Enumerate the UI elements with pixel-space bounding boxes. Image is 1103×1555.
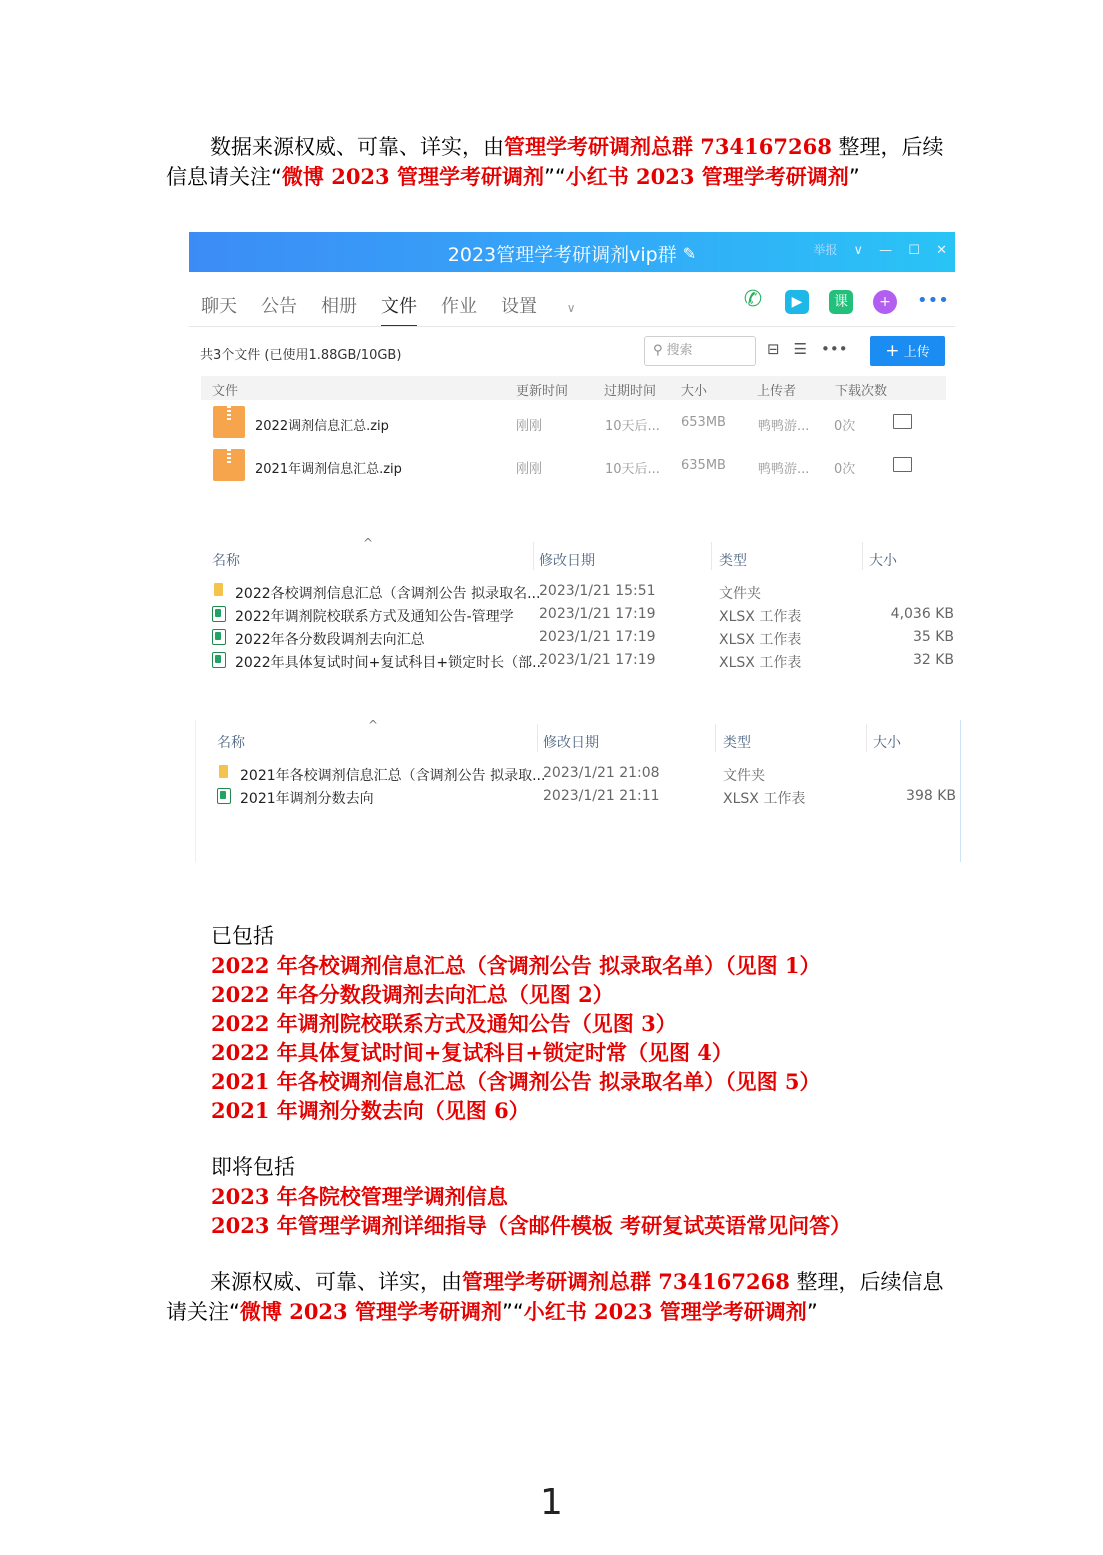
- qq-file-table: [201, 376, 946, 486]
- tab-announcement[interactable]: 公告: [261, 296, 297, 317]
- col-size[interactable]: 大小: [873, 735, 901, 751]
- maximize-button[interactable]: ☐: [908, 243, 920, 258]
- item-date: 2023/1/21 17:19: [539, 652, 656, 668]
- col-modified[interactable]: 修改日期: [539, 553, 595, 569]
- intro-text: 整理，后续: [831, 135, 944, 159]
- chevron-down-icon[interactable]: ∨: [853, 243, 864, 258]
- item-type: 文件夹: [723, 768, 765, 784]
- inbox-icon[interactable]: ⊟: [767, 340, 780, 358]
- weibo-highlight: 微博 2023 管理学考研调剂: [239, 1299, 502, 1324]
- xlsx-icon: [217, 788, 231, 804]
- item-size: 35 KB: [912, 629, 954, 645]
- item-size: 4,036 KB: [890, 606, 954, 622]
- item-name: 2022各校调剂信息汇总（含调剂公告 拟录取名...: [235, 586, 541, 602]
- col-updated[interactable]: 更新时间: [516, 384, 569, 399]
- window-titlebar: [189, 232, 955, 272]
- list-item: 2023 年各院校管理学调剂信息: [211, 1184, 508, 1209]
- search-icon: ⚲: [653, 343, 663, 358]
- tab-divider: [189, 326, 955, 327]
- col-size[interactable]: 大小: [681, 384, 708, 399]
- folder-icon: [219, 765, 228, 778]
- tab-album[interactable]: 相册: [321, 296, 357, 317]
- item-type: XLSX 工作表: [723, 791, 806, 807]
- section-heading: 即将包括: [211, 1155, 295, 1179]
- list-item: 2022 年调剂院校联系方式及通知公告（见图 3）: [211, 1011, 677, 1036]
- group-name-highlight: 管理学考研调剂总群 734167268: [462, 1269, 790, 1294]
- item-type: 文件夹: [719, 586, 761, 602]
- folder-icon[interactable]: [893, 457, 912, 472]
- column-divider[interactable]: [537, 724, 538, 752]
- item-type: XLSX 工作表: [719, 655, 802, 671]
- xiaohongshu-highlight: 小红书 2023 管理学考研调剂: [523, 1299, 807, 1324]
- item-date: 2023/1/21 21:11: [543, 788, 660, 804]
- upcoming-section: [211, 1153, 851, 1240]
- list-item[interactable]: [211, 652, 971, 674]
- file-uploader: 鸭鸭游...: [758, 419, 810, 434]
- list-item[interactable]: [211, 583, 971, 605]
- item-date: 2023/1/21 21:08: [543, 765, 660, 781]
- list-item[interactable]: [211, 606, 971, 628]
- list-item[interactable]: [211, 629, 971, 651]
- column-divider[interactable]: [862, 542, 863, 570]
- search-input[interactable]: ⚲ 搜索: [644, 336, 756, 366]
- file-updated: 刚刚: [516, 462, 543, 477]
- list-item: 2022 年各校调剂信息汇总（含调剂公告 拟录取名单）（见图 1）: [211, 953, 821, 978]
- tab-files[interactable]: 文件: [381, 292, 417, 327]
- tab-homework[interactable]: 作业: [441, 296, 477, 317]
- file-expires: 10天后...: [605, 419, 660, 434]
- list-item: 2021 年调剂分数去向（见图 6）: [211, 1098, 530, 1123]
- file-name[interactable]: 2021年调剂信息汇总.zip: [255, 462, 402, 477]
- item-date: 2023/1/21 17:19: [539, 629, 656, 645]
- edit-icon[interactable]: ✎: [682, 244, 697, 263]
- table-row[interactable]: [201, 400, 946, 443]
- xlsx-icon: [212, 652, 226, 668]
- sort-ascending-icon: ^: [368, 718, 379, 732]
- sort-ascending-icon: ^: [363, 536, 374, 550]
- col-type[interactable]: 类型: [719, 553, 747, 569]
- column-divider[interactable]: [533, 542, 534, 570]
- item-type: XLSX 工作表: [719, 609, 802, 625]
- page-number: 1: [540, 1482, 563, 1523]
- group-name-highlight: 管理学考研调剂总群 734167268: [504, 134, 832, 159]
- window-border: [195, 720, 196, 862]
- quote-mark: ”: [806, 1300, 818, 1324]
- item-name: 2022年调剂院校联系方式及通知公告-管理学: [235, 609, 514, 625]
- col-name[interactable]: 名称: [217, 735, 245, 751]
- chevron-down-icon: ∨: [566, 301, 576, 315]
- item-name: 2022年具体复试时间+复试科目+锁定时长（部...: [235, 655, 546, 671]
- zip-file-icon: [213, 406, 245, 438]
- col-name[interactable]: 名称: [212, 553, 240, 569]
- file-size: 635MB: [681, 458, 726, 473]
- upload-button[interactable]: + 上传: [870, 336, 945, 366]
- minimize-button[interactable]: —: [879, 243, 893, 258]
- qq-group-window: [189, 232, 955, 372]
- list-item[interactable]: [216, 765, 976, 787]
- outro-text: 请关注“: [166, 1300, 240, 1324]
- col-uploader[interactable]: 上传者: [757, 384, 797, 399]
- list-item: 2022 年各分数段调剂去向汇总（见图 2）: [211, 982, 614, 1007]
- item-name: 2022年各分数段调剂去向汇总: [235, 632, 425, 648]
- outro-text: 来源权威、可靠、详实，由: [210, 1270, 462, 1294]
- item-name: 2021年调剂分数去向: [240, 791, 374, 807]
- col-file[interactable]: 文件: [212, 384, 239, 399]
- col-size[interactable]: 大小: [869, 553, 897, 569]
- plus-icon: +: [885, 341, 900, 361]
- intro-text: 数据来源权威、可靠、详实，由: [210, 135, 504, 159]
- more-icon[interactable]: •••: [917, 290, 949, 311]
- list-item: 2023 年管理学调剂详细指导（含邮件模板 考研复试英语常见问答）: [211, 1213, 852, 1238]
- file-uploader: 鸭鸭游...: [758, 462, 810, 477]
- list-item[interactable]: [216, 788, 976, 810]
- quote-marks: ”“: [501, 1300, 524, 1324]
- class-icon[interactable]: 课: [829, 290, 853, 314]
- list-item: 2021 年各校调剂信息汇总（含调剂公告 拟录取名单）（见图 5）: [211, 1069, 821, 1094]
- item-date: 2023/1/21 17:19: [539, 606, 656, 622]
- file-downloads: 0次: [834, 419, 856, 434]
- item-size: 398 KB: [906, 788, 956, 804]
- xlsx-icon: [212, 606, 226, 622]
- col-downloads[interactable]: 下载次数: [835, 384, 888, 399]
- close-button[interactable]: ✕: [936, 243, 947, 258]
- file-expires: 10天后...: [605, 462, 660, 477]
- item-date: 2023/1/21 15:51: [539, 583, 656, 599]
- quote-mark: ”: [848, 165, 860, 189]
- tab-settings[interactable]: 设置 ∨: [501, 292, 600, 332]
- file-downloads: 0次: [834, 462, 856, 477]
- file-size: 653MB: [681, 415, 726, 430]
- zip-file-icon: [213, 449, 245, 481]
- toolbar: [721, 287, 949, 314]
- xlsx-icon: [212, 629, 226, 645]
- column-divider[interactable]: [866, 724, 867, 752]
- tab-chat[interactable]: 聊天: [201, 296, 237, 317]
- included-section: [211, 922, 821, 1125]
- phone-call-icon[interactable]: ✆: [743, 287, 763, 312]
- intro-text: 信息请关注“: [166, 165, 282, 189]
- item-size: 32 KB: [912, 652, 954, 668]
- window-title: 2023管理学考研调剂vip群 ✎: [447, 244, 697, 266]
- col-type[interactable]: 类型: [723, 735, 751, 751]
- column-divider[interactable]: [715, 724, 716, 752]
- file-updated: 刚刚: [516, 419, 543, 434]
- view-controls: [767, 340, 862, 358]
- report-button[interactable]: 举报: [813, 243, 838, 257]
- column-divider[interactable]: [711, 542, 712, 570]
- file-name[interactable]: 2022调剂信息汇总.zip: [255, 419, 389, 434]
- item-type: XLSX 工作表: [719, 632, 802, 648]
- outro-text: 整理，后续信息: [789, 1270, 944, 1294]
- folder-icon: [214, 583, 223, 596]
- folder-icon[interactable]: [893, 414, 912, 429]
- table-header: [201, 376, 946, 400]
- table-row[interactable]: [201, 443, 946, 486]
- add-app-icon[interactable]: +: [873, 290, 897, 314]
- list-view-icon[interactable]: ☰: [793, 340, 808, 358]
- xiaohongshu-highlight: 小红书 2023 管理学考研调剂: [565, 164, 849, 189]
- video-call-icon[interactable]: ▶: [785, 290, 809, 314]
- col-modified[interactable]: 修改日期: [543, 735, 599, 751]
- col-expires[interactable]: 过期时间: [604, 384, 657, 399]
- storage-status: 共3个文件 (已使用1.88GB/10GB): [200, 348, 402, 363]
- section-heading: 已包括: [211, 924, 274, 948]
- list-item: 2022 年具体复试时间+复试科目+锁定时常（见图 4）: [211, 1040, 733, 1065]
- intro-paragraph: [166, 132, 944, 192]
- weibo-highlight: 微博 2023 管理学考研调剂: [281, 164, 544, 189]
- quote-marks: ”“: [543, 165, 566, 189]
- outro-paragraph: [166, 1267, 944, 1327]
- more-icon[interactable]: •••: [821, 340, 848, 358]
- item-name: 2021年各校调剂信息汇总（含调剂公告 拟录取...: [240, 768, 546, 784]
